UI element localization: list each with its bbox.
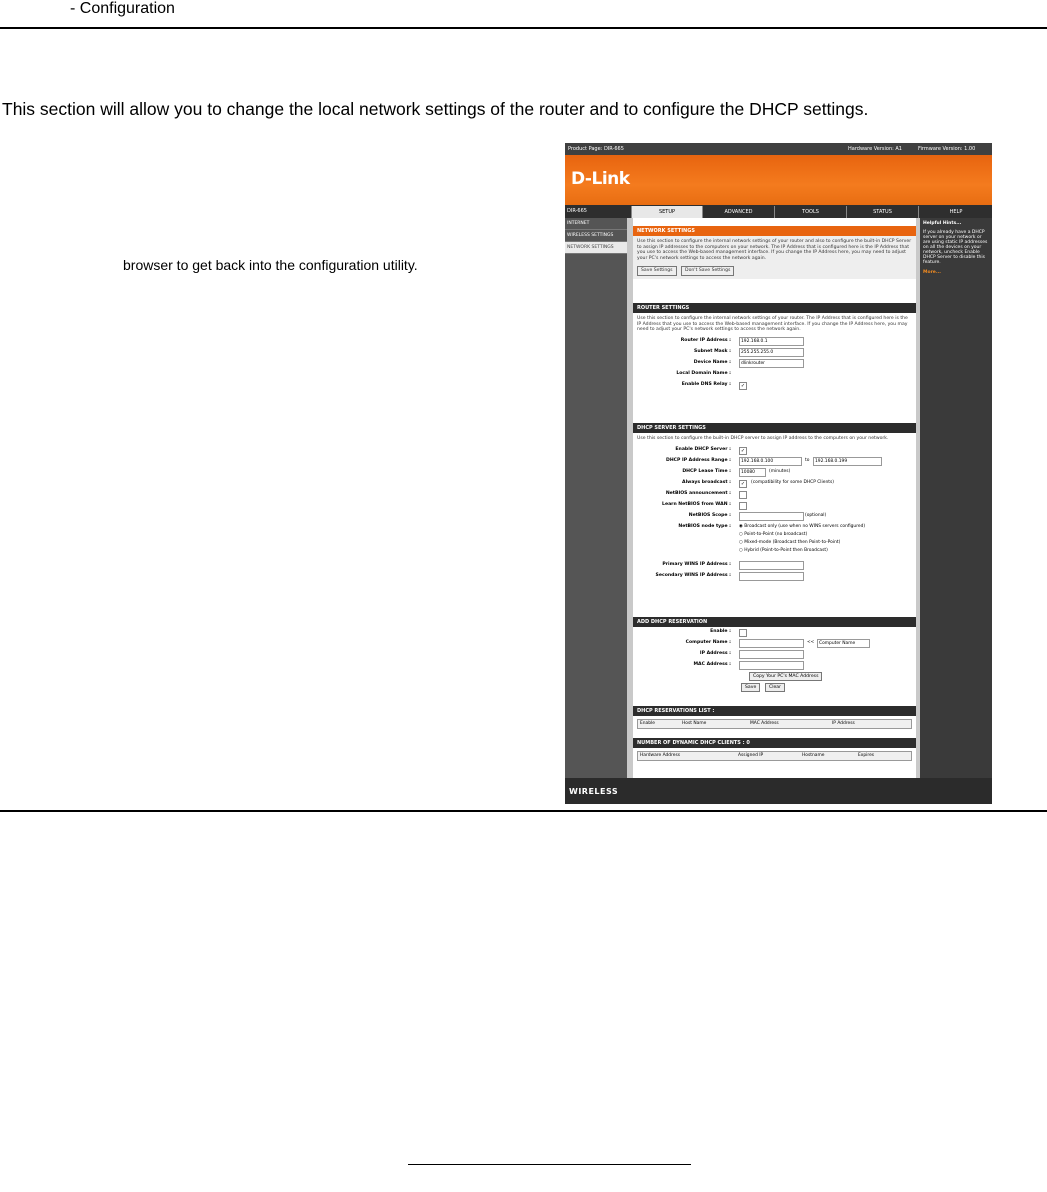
side-note: browser to get back into the configuration utility. [123, 257, 418, 273]
dhcp-range-to-input[interactable]: 192.168.0.199 [813, 457, 882, 466]
help-text: If you already have a DHCP server on your network or are using static IP addresses on all the devices on your network, uncheck Enable DHCP Server to disable this feature. [923, 230, 988, 265]
network-settings-title: NETWORK SETTINGS [633, 226, 916, 236]
router-settings-title: ROUTER SETTINGS [633, 303, 916, 313]
page-footer-line [408, 1164, 691, 1165]
reservation-save-button[interactable]: Save [741, 683, 760, 692]
help-title: Helpful Hints... [923, 221, 962, 226]
product-page: Product Page: DIR-665 [568, 146, 624, 152]
dlink-banner [565, 155, 992, 205]
computer-name-input[interactable] [739, 639, 804, 648]
secondary-wins-input[interactable] [739, 572, 804, 581]
copy-mac-button[interactable]: Copy Your PC's MAC Address [749, 672, 822, 681]
netbios-scope-input[interactable] [739, 512, 804, 521]
hardware-version: Hardware Version: A1 [848, 146, 902, 152]
local-domain-row: Local Domain Name : [633, 369, 916, 380]
primary-wins-input[interactable] [739, 561, 804, 570]
main-content [633, 218, 916, 778]
footer-rule [0, 810, 1047, 812]
netbios-node-options: ◉ Broadcast only (use when no WINS servers configured) ○ Point-to-Point (no broadcast) ○ Mixed-mode (Broadcast then Point-to-Point) ○ Hybrid (Point-to-Point then Broadcast) [739, 523, 866, 553]
dhcp-section: DHCP SERVER SETTINGS Use this section to configure the built-in DHCP server to assign IP address to the computers on your network. Enable DHCP Server : ✓ DHCP IP Address Range : 192.168.0.100 to 192.168.0.199 DHCP Lease Time : 10080 (minutes) Always broadcast : ✓ (compatibility for some DHCP Clients) NetBIOS announcement : Learn NetBIOS from WAN : NetBIOS Scope : (optional) NetBIOS node type : ◉ Broadcast only (use when no WINS servers configured) ○ Point-to-Point (no broadcast) ○ Mixed-mode (Broadcast then Point-to-Point) ○ Hybrid (Point-to-Point then Broadcast) Primary WINS IP Address : Secondary WINS IP Address : [633, 423, 916, 582]
header-rule [0, 27, 1047, 29]
nav-network-settings[interactable]: NETWORK SETTINGS [565, 242, 627, 254]
router-ip-input[interactable]: 192.168.0.1 [739, 337, 804, 346]
subnet-mask-input[interactable]: 255.255.255.0 [739, 348, 804, 357]
router-settings-text: Use this section to configure the internal network settings of your router. The IP Address that is configured here is the IP Address that you use to access the Web-based management interface. If you change the IP Address here, you may need to adjust your PC's network settings to access the network again. [637, 316, 908, 333]
reservations-list-section [633, 706, 916, 732]
reservations-table-header: Enable Host Name MAC Address IP Address [637, 719, 912, 729]
section-header: - Configuration [70, 0, 175, 17]
top-nav [565, 205, 992, 218]
reservation-clear-button[interactable]: Clear [765, 683, 785, 692]
tab-tools[interactable]: TOOLS [774, 206, 846, 218]
lease-time-input[interactable]: 10080 [739, 468, 766, 477]
help-more-link[interactable]: More... [923, 270, 941, 275]
router-screenshot [565, 143, 992, 804]
network-settings-section [633, 226, 916, 279]
firmware-version: Firmware Version: 1.00 [918, 146, 976, 152]
netbios-announcement-checkbox[interactable] [739, 491, 747, 499]
router-footer [565, 778, 992, 804]
dlink-logo: D-Link [571, 169, 630, 189]
always-broadcast-checkbox[interactable]: ✓ [740, 480, 746, 487]
reservation-ip-input[interactable] [739, 650, 804, 659]
netbios-learn-checkbox[interactable] [739, 502, 747, 510]
nav-wireless-settings[interactable]: WIRELESS SETTINGS [565, 230, 627, 242]
device-name-row: Device Name : dlinkrouter [633, 358, 916, 369]
tab-advanced[interactable]: ADVANCED [702, 206, 774, 218]
reservations-list-title: DHCP RESERVATIONS LIST : [633, 706, 916, 716]
computer-name-select[interactable]: Computer Name [817, 639, 870, 648]
dns-relay-checkbox[interactable]: ✓ [740, 382, 746, 389]
reservation-section: ADD DHCP RESERVATION Enable : Computer Name : << Computer Name IP Address : MAC Address : Copy Your PC's MAC Address Save Clear [633, 617, 916, 693]
dns-relay-row: Enable DNS Relay : ✓ [681, 381, 746, 389]
router-settings-section [633, 303, 916, 391]
nav-internet[interactable]: INTERNET [565, 218, 627, 230]
device-name-input[interactable]: dlinkrouter [739, 359, 804, 368]
local-domain-input[interactable] [739, 370, 802, 377]
reservation-mac-input[interactable] [739, 661, 804, 670]
dhcp-title: DHCP SERVER SETTINGS [633, 423, 916, 433]
reservation-enable-checkbox[interactable] [739, 629, 747, 637]
tab-status[interactable]: STATUS [846, 206, 918, 218]
dhcp-text: Use this section to configure the built-in DHCP server to assign IP address to the computers on your network. [637, 436, 889, 441]
network-settings-text: Use this section to configure the internal network settings of your router and also to configure the built-in DHCP Server to assign IP addresses to the computers on your network. The IP Address that is configured here is the IP Address that you use to access the Web-based management interface. If you change the IP Address here, you may need to adjust your PC's network settings to access the network again. [637, 239, 912, 261]
tab-help[interactable]: HELP [918, 206, 992, 218]
left-nav [565, 218, 627, 804]
intro-text: This section will allow you to change the local network settings of the router and to configure the DHCP settings. [2, 99, 869, 119]
dont-save-settings-button[interactable]: Don't Save Settings [681, 266, 734, 276]
dhcp-range-from-input[interactable]: 192.168.0.100 [739, 457, 802, 466]
save-settings-button[interactable]: Save Settings [637, 266, 677, 276]
dynamic-clients-title: NUMBER OF DYNAMIC DHCP CLIENTS : 0 [633, 738, 916, 748]
clients-table-header: Hardware Address Assigned IP Hostname Expires [637, 751, 912, 761]
dynamic-clients-section [633, 738, 916, 764]
tab-setup[interactable]: SETUP [631, 206, 702, 218]
router-ip-row: Router IP Address : 192.168.0.1 [633, 336, 916, 347]
subnet-mask-row: Subnet Mask : 255.255.255.0 [633, 347, 916, 358]
reservation-title: ADD DHCP RESERVATION [633, 617, 916, 627]
enable-dhcp-checkbox[interactable]: ✓ [740, 447, 746, 454]
helpful-hints-panel [920, 218, 992, 778]
model-label: DIR-665 [567, 208, 587, 214]
router-topbar [565, 143, 992, 155]
wireless-footer-text: WIRELESS [569, 787, 619, 796]
